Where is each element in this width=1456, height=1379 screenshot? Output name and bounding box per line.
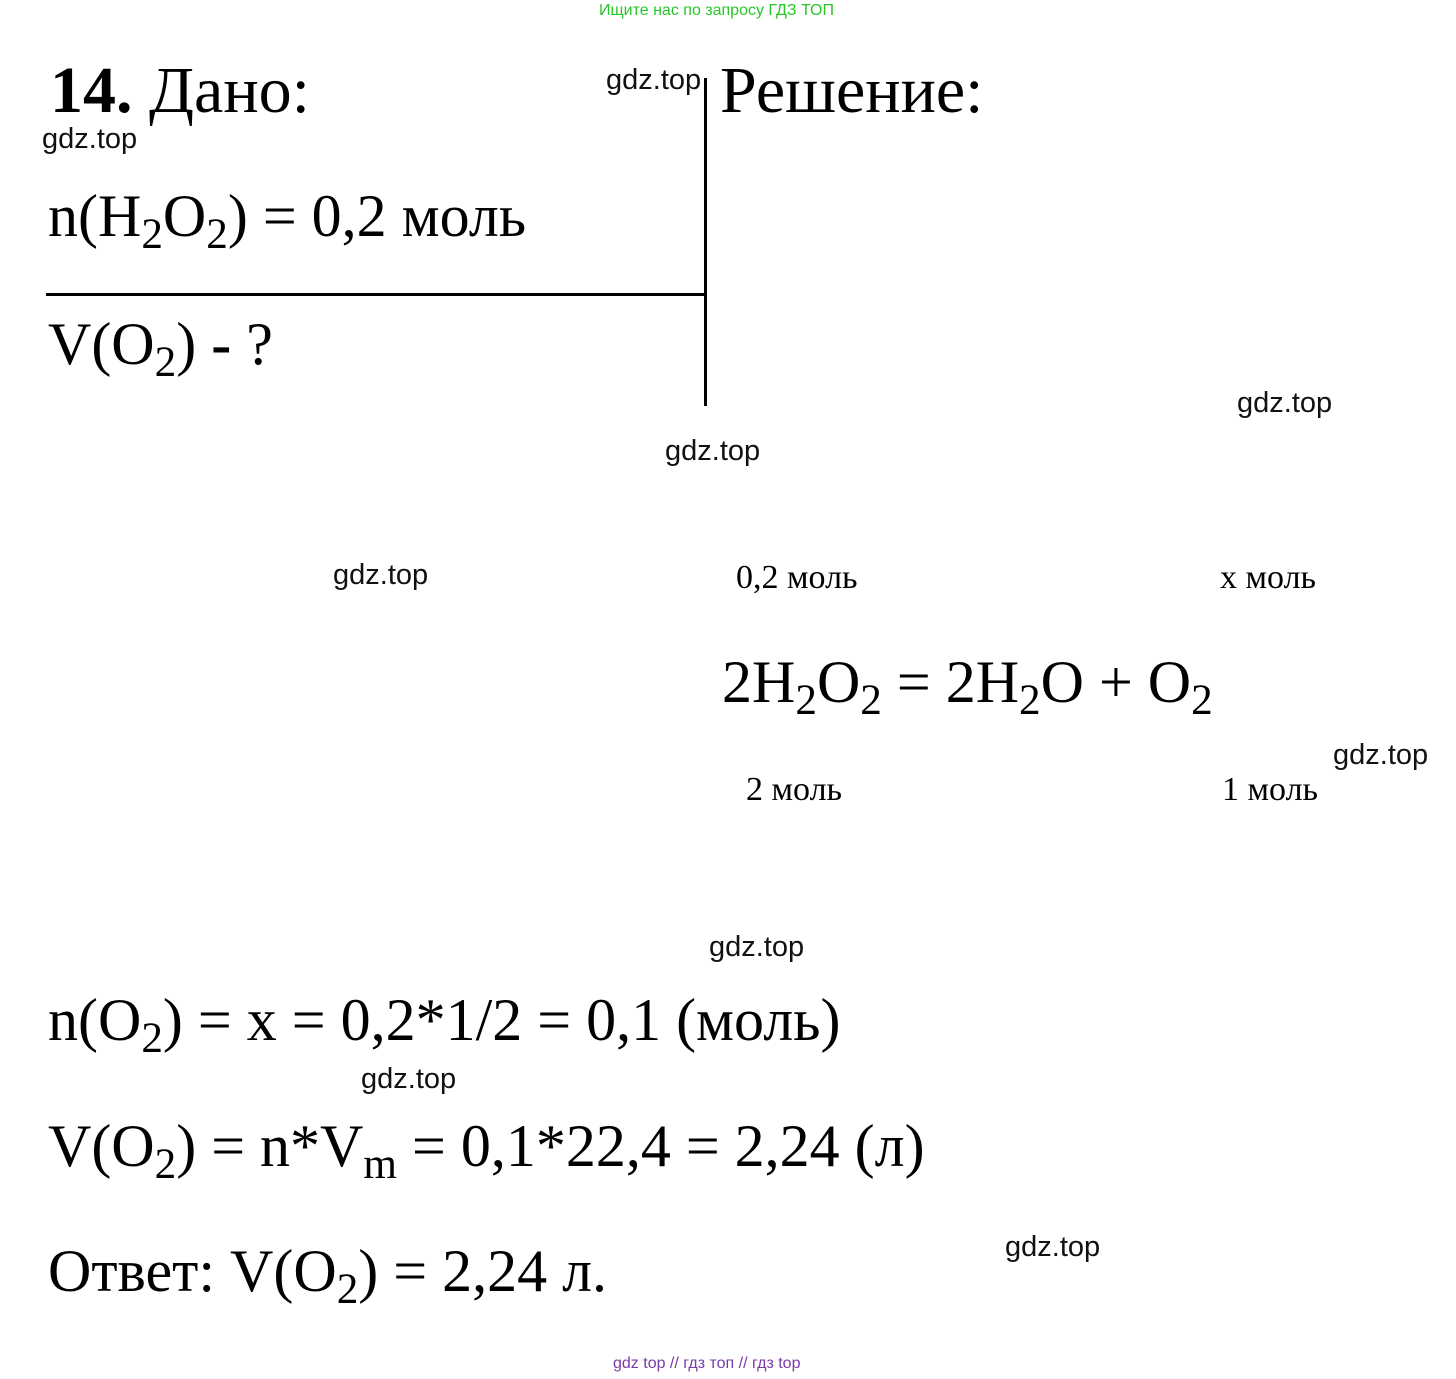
subscript: 2 xyxy=(154,339,177,387)
watermark: gdz.top xyxy=(1237,387,1333,419)
watermark: gdz.top xyxy=(665,435,761,467)
problem-header xyxy=(50,54,310,127)
text: ) xyxy=(176,311,197,377)
watermark: gdz.top xyxy=(333,559,429,591)
subscript: 2 xyxy=(141,1015,163,1063)
subscript: 2 xyxy=(336,1266,359,1314)
text: - xyxy=(196,311,247,377)
subscript: 2 xyxy=(154,1141,177,1189)
subscript: 2 xyxy=(860,677,882,725)
reaction-top-right: x моль xyxy=(1220,559,1317,596)
answer xyxy=(48,1238,608,1314)
text: O xyxy=(162,183,207,249)
calc-moles xyxy=(48,987,841,1063)
watermark: gdz.top xyxy=(361,1063,457,1095)
text: n(H xyxy=(48,183,142,249)
text: ) = x = 0,2*1/2 = 0,1 (моль) xyxy=(162,987,841,1053)
reaction-top-left: 0,2 моль xyxy=(736,559,858,596)
text: V(O xyxy=(48,311,155,377)
reaction-bottom-right: 1 моль xyxy=(1222,771,1319,808)
subscript: 2 xyxy=(1019,677,1041,725)
watermark: gdz.top xyxy=(606,64,702,96)
find-quantity xyxy=(48,311,273,387)
watermark: gdz.top xyxy=(42,123,138,155)
bottom-banner: gdz top // гдз топ // гдз top xyxy=(613,1355,801,1372)
top-banner: Ищите нас по запросу ГДЗ ТОП xyxy=(599,2,834,19)
reaction-equation xyxy=(722,649,1213,725)
watermark: gdz.top xyxy=(709,931,805,963)
given-divider-vertical xyxy=(704,78,707,406)
text: Ответ: V(O xyxy=(48,1238,337,1304)
text: n(O xyxy=(48,987,142,1053)
watermark: gdz.top xyxy=(1333,739,1429,771)
solution-label: Решение: xyxy=(720,54,984,127)
text: V(O xyxy=(48,1113,155,1179)
text: ) = 0,2 моль xyxy=(227,183,527,249)
problem-number: 14. xyxy=(50,54,133,127)
text: O xyxy=(816,649,861,715)
text: ) = 2,24 л. xyxy=(358,1238,608,1304)
text: ? xyxy=(246,311,273,377)
given-divider-horizontal xyxy=(46,293,706,296)
subscript: 2 xyxy=(795,677,817,725)
calc-volume xyxy=(48,1113,925,1189)
reaction-bottom-left: 2 моль xyxy=(746,771,843,808)
given-label: Дано: xyxy=(149,54,310,127)
text: 2H xyxy=(722,649,796,715)
text: = 2H xyxy=(881,649,1020,715)
watermark: gdz.top xyxy=(1005,1231,1101,1263)
text: = 0,1*22,4 = 2,24 (л) xyxy=(396,1113,925,1179)
text: O + O xyxy=(1040,649,1192,715)
subscript: 2 xyxy=(206,211,228,259)
subscript: 2 xyxy=(1191,677,1213,725)
text: ) = n*V xyxy=(176,1113,364,1179)
subscript: m xyxy=(363,1141,397,1189)
subscript: 2 xyxy=(141,211,163,259)
given-amount xyxy=(48,183,527,259)
